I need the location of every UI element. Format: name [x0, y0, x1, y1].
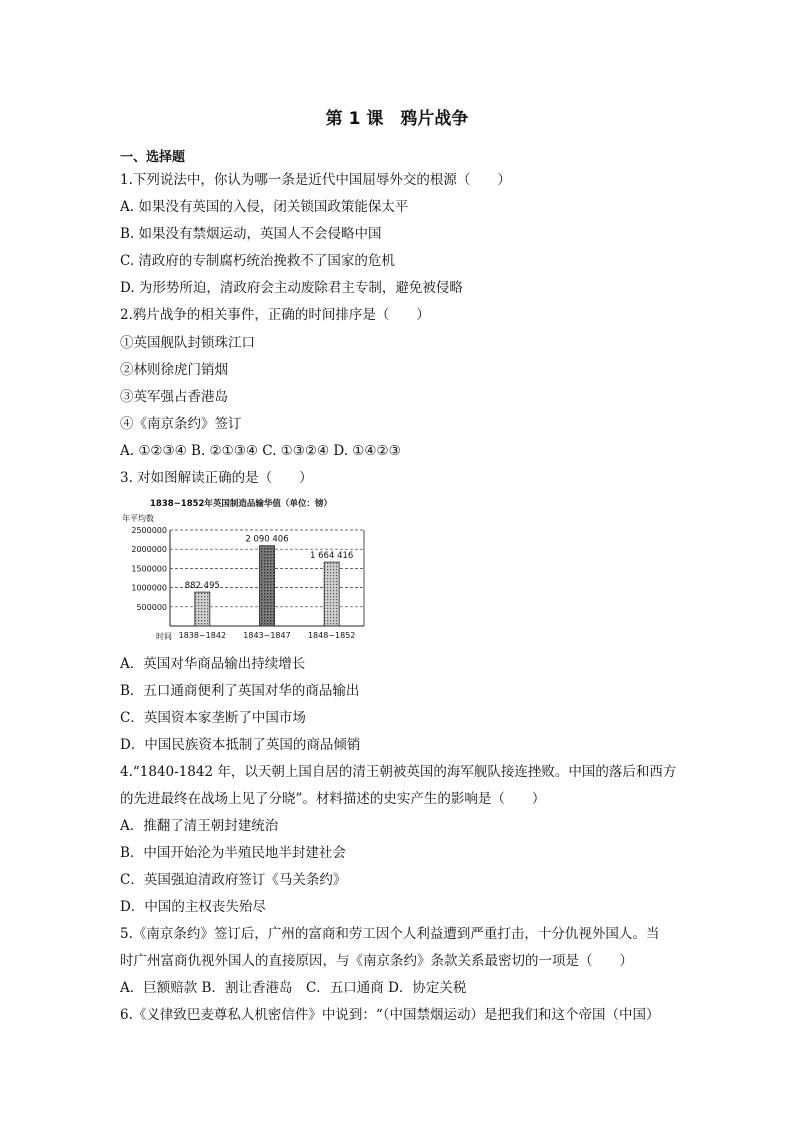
question-4-stem-line-2: 的先进最终在战场上见了分晓”。材料描述的史实产生的影响是（ ）	[120, 791, 546, 807]
q4-option-c: C．英国强迫清政府签订《马关条约》	[120, 872, 347, 888]
chart-x-tick-label: 1843~1847	[243, 631, 291, 640]
q3-option-c: C．英国资本家垄断了中国市场	[120, 710, 306, 726]
q2-options: A. ①②③④ B. ②①③④ C. ①③②④ D. ①④②③	[120, 443, 401, 459]
q2-event-2: ②林则徐虎门销烟	[120, 362, 228, 378]
question-4-stem-line-1: 4.“1840-1842 年，以天朝上国自居的清王朝被英国的海军舰队接连挫败。中国的落后和西方	[120, 764, 677, 780]
q4-option-b: B．中国开始沦为半殖民地半封建社会	[120, 845, 346, 861]
chart-bar	[195, 592, 210, 626]
q1-option-a: A. 如果没有英国的入侵，闭关锁国政策能保太平	[120, 199, 409, 215]
chart-y-tick-label: 2500000	[131, 526, 167, 535]
q2-event-3: ③英军强占香港岛	[120, 389, 228, 405]
q1-option-b: B. 如果没有禁烟运动，英国人不会侵略中国	[120, 226, 382, 242]
export-bar-chart	[120, 494, 370, 644]
page-title: 第 1 课 鸦片战争	[325, 109, 469, 129]
q1-option-d: D. 为形势所迫，清政府会主动废除君主专制，避免被侵略	[120, 280, 463, 296]
q3-option-a: A．英国对华商品输出持续增长	[120, 656, 306, 672]
q2-event-1: ①英国舰队封锁珠江口	[120, 335, 255, 351]
question-3-stem: 3. 对如图解读正确的是（ ）	[120, 470, 313, 486]
q3-option-b: B．五口通商便利了英国对华的商品输出	[120, 683, 360, 699]
chart-bar	[260, 546, 275, 626]
question-1-stem: 1.下列说法中，你认为哪一条是近代中国屈辱外交的根源（ ）	[120, 172, 511, 188]
q1-option-c: C. 清政府的专制腐朽统治挽救不了国家的危机	[120, 253, 395, 269]
q4-option-d: D．中国的主权丧失殆尽	[120, 899, 266, 915]
q4-option-a: A．推翻了清王朝封建统治	[120, 818, 279, 834]
chart-y-tick-label: 1000000	[131, 583, 167, 593]
chart-x-label: 时间	[156, 632, 172, 641]
chart-y-tick-label: 1500000	[131, 564, 167, 574]
chart-bar	[324, 562, 339, 626]
q5-options: A．巨额赔款 B．割让香港岛 C．五口通商 D．协定关税	[120, 980, 467, 996]
question-6-stem: 6.《义律致巴麦尊私人机密信件》中说到：“（中国禁烟运动）是把我们和这个帝国（中国）	[120, 1007, 660, 1023]
chart-value-label: 1 664 416	[310, 551, 354, 562]
chart-x-tick-label: 1838~1842	[178, 631, 227, 640]
question-5-stem-line-2: 时广州富商仇视外国人的直接原因，与《南京条约》条款关系最密切的一项是（ ）	[120, 953, 633, 969]
question-5-stem-line-1: 5.《南京条约》签订后，广州的富商和劳工因个人利益遭到严重打击，十分仇视外国人。当	[120, 926, 660, 942]
chart-x-tick-label: 1848~1852	[307, 631, 356, 640]
section-heading: 一、选择题	[120, 150, 186, 165]
question-2-stem: 2.鸦片战争的相关事件，正确的时间排序是（ ）	[120, 307, 430, 323]
q2-event-4: ④《南京条约》签订	[120, 416, 242, 432]
chart-y-tick-label: 2000000	[131, 545, 167, 555]
chart-y-label: 年平均数	[122, 514, 154, 523]
chart-title: 1838~1852年英国制造品输华值（单位：镑）	[150, 499, 332, 509]
q3-option-d: D．中国民族资本抵制了英国的商品倾销	[120, 737, 361, 753]
chart-y-tick-label: 500000	[136, 602, 167, 612]
chart-value-label: 882 495	[184, 581, 220, 592]
chart-value-label: 2 090 406	[245, 534, 289, 545]
